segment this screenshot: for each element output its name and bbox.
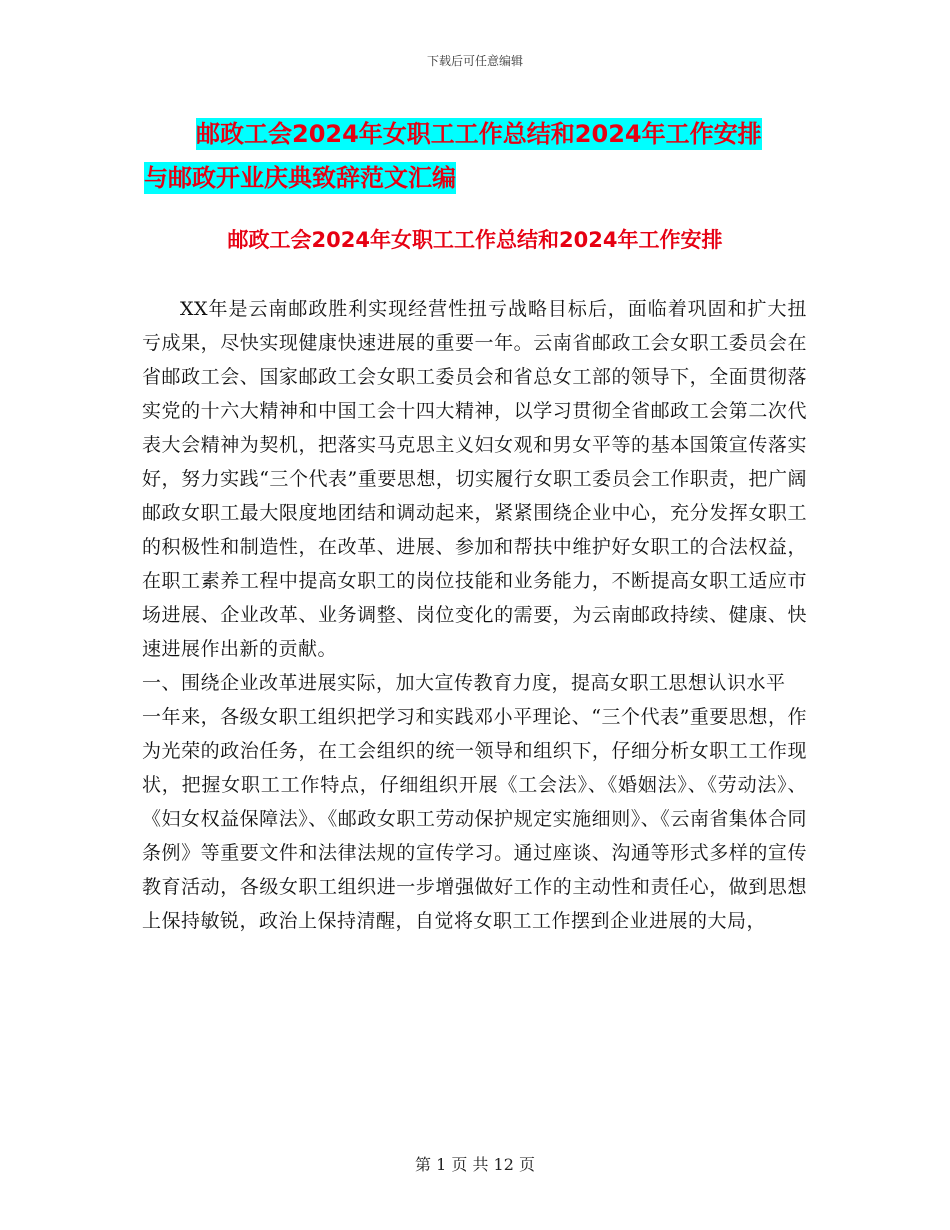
page-header-note: 下载后可任意编辑: [426, 54, 523, 68]
document-body: [142, 292, 807, 938]
body-paragraph-intro: XX年是云南邮政胜利实现经营性扭亏战略目标后，面临着巩固和扩大扭亏成果，尽快实现健康快速进展的重要一年。云南省邮政工会女职工委员会在省邮政工会、国家邮政工会女职工委员会和省总女工部的领导下，全面贯彻落实党的十六大精神和中国工会十四大精神，以学习贯彻全省邮政工会第二次代表大会精神为契机，把落实马克思主义妇女观和男女平等的基本国策宣传落实好，努力实践“三个代表”重要思想，切实履行女职工委员会工作职责，把广阔邮政女职工最大限度地团结和调动起来，紧紧围绕企业中心，充分发挥女职工的积极性和制造性，在改革、进展、参加和帮扶中维护好女职工的合法权益，在职工素养工程中提高女职工的岗位技能和业务能力，不断提高女职工适应市场进展、企业改革、业务调整、岗位变化的需要，为云南邮政持续、健康、快速进展作出新的贡献。: [142, 298, 807, 660]
page-footer: 第 1 页 共 12 页: [415, 1155, 535, 1174]
document-title-line-2: [0, 158, 950, 193]
body-heading-1: 一、围绕企业改革进展实际，加大宣传教育力度，提高女职工思想认识水平: [142, 672, 786, 694]
document-title-line-1: [0, 114, 950, 149]
body-paragraph-2: 一年来，各级女职工组织把学习和实践邓小平理论、“三个代表”重要思想，作为光荣的政治任务，在工会组织的统一领导和组织下，仔细分析女职工工作现状，把握女职工工作特点，仔细组织开展《工会法》、《婚姻法》、《劳动法》、《妇女权益保障法》、《邮政女职工劳动保护规定实施细则》、《云南省集体合同条例》等重要文件和法律法规的宣传学习。通过座谈、沟通等形式多样的宣传教育活动，各级女职工组织进一步增强做好工作的主动性和责任心，做到思想上保持敏锐，政治上保持清醒，自觉将女职工工作摆到企业进展的大局，: [142, 706, 807, 932]
document-title-text-2: 与邮政开业庆典致辞范文汇编: [144, 164, 456, 192]
section-title: 邮政工会2024年女职工工作总结和2024年工作安排: [227, 228, 723, 252]
document-title-text-1: 邮政工会2024年女职工工作总结和2024年工作安排: [196, 120, 762, 148]
